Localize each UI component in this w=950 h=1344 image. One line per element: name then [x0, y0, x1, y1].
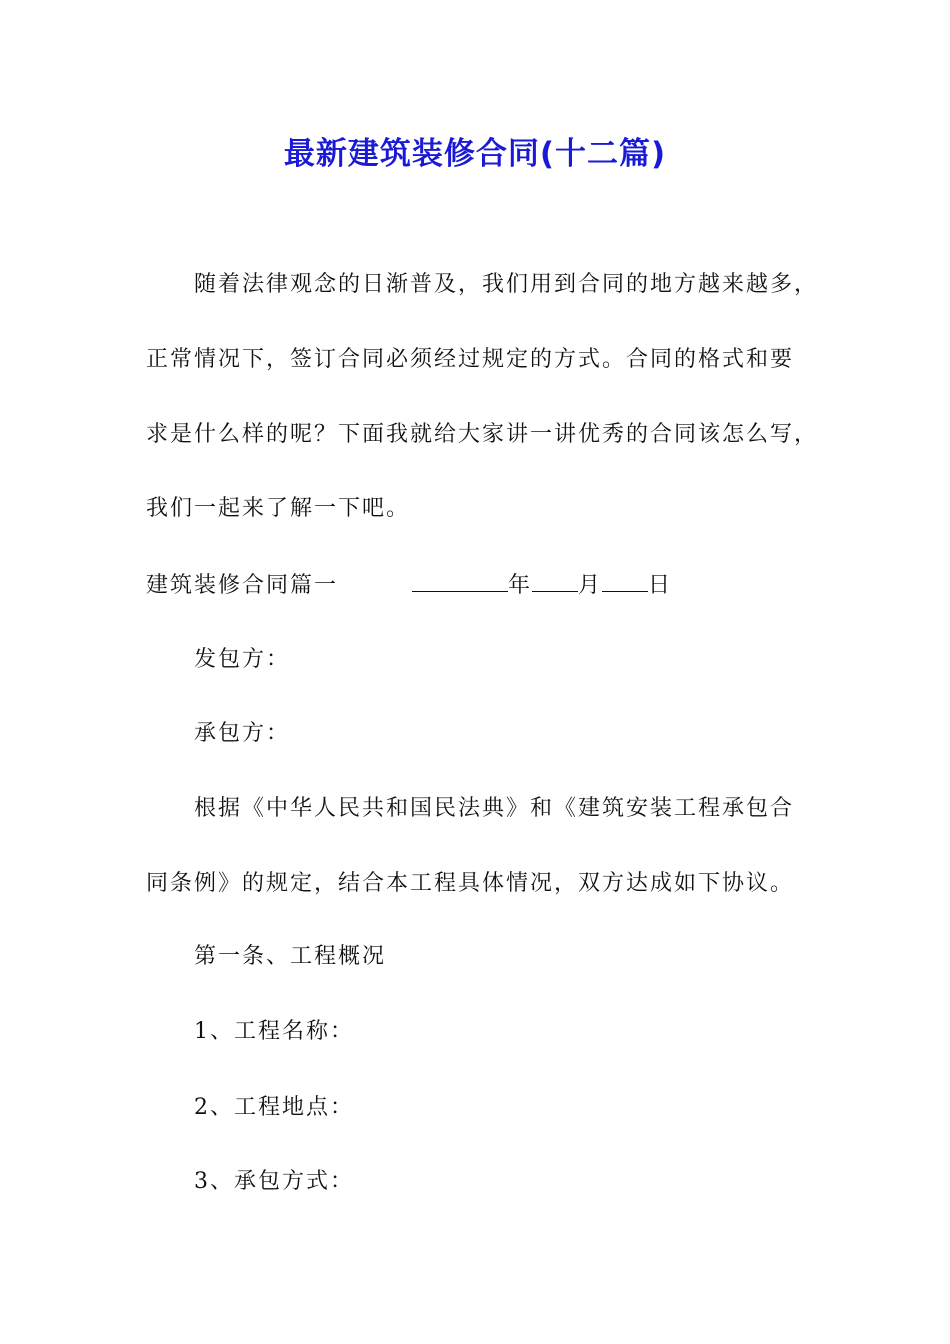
day-label: 日	[648, 573, 673, 598]
basis-line-2: 同条例》的规定，结合本工程具体情况，双方达成如下协议。	[146, 871, 795, 896]
month-blank	[532, 569, 578, 592]
item-project-location: 2、工程地点：	[194, 1095, 354, 1120]
article-1-heading: 第一条、工程概况	[194, 944, 387, 969]
basis-line-1: 根据《中华人民共和国民法典》和《建筑安装工程承包合	[194, 796, 795, 821]
intro-line-3: 求是什么样的呢？下面我就给大家讲一讲优秀的合同该怎么写，	[146, 422, 819, 447]
document-title: 最新建筑装修合同(十二篇)	[283, 136, 667, 172]
year-blank	[412, 569, 508, 592]
section-heading-line	[146, 569, 826, 601]
intro-line-1: 随着法律观念的日渐普及，我们用到合同的地方越来越多，	[194, 272, 819, 297]
day-blank	[602, 569, 648, 592]
intro-line-2: 正常情况下，签订合同必须经过规定的方式。合同的格式和要	[146, 347, 795, 372]
section-heading: 建筑装修合同篇一	[146, 573, 339, 598]
month-label: 月	[578, 573, 603, 598]
party-a-label: 发包方：	[194, 647, 291, 672]
intro-line-4: 我们一起来了解一下吧。	[146, 496, 411, 521]
year-label: 年	[508, 573, 533, 598]
item-project-name: 1、工程名称：	[194, 1019, 354, 1044]
party-b-label: 承包方：	[194, 721, 291, 746]
item-contract-method: 3、承包方式：	[194, 1169, 354, 1194]
